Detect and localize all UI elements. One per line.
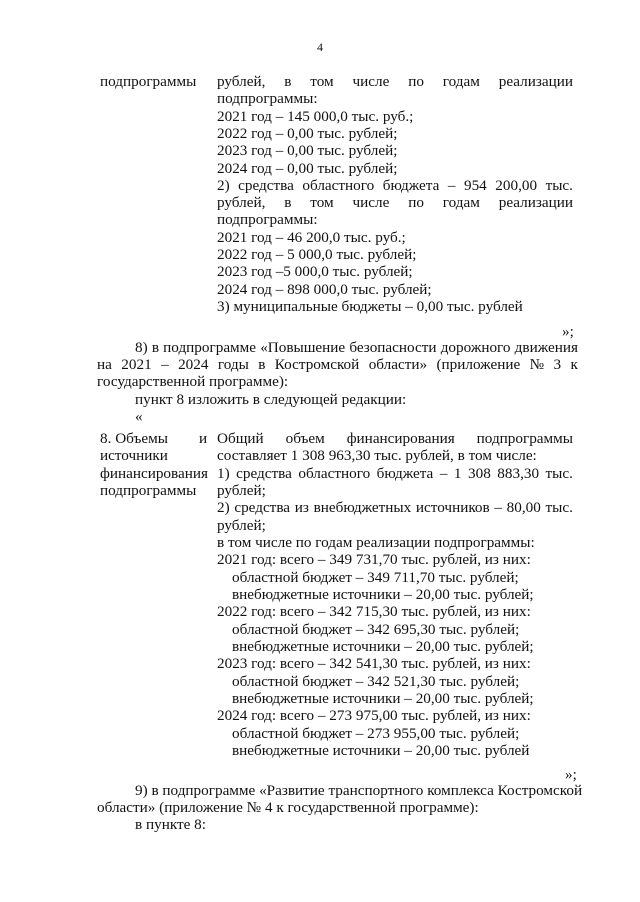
table2-line-total: Общий объем финансирования подпрограммы (217, 430, 573, 447)
table1-year-line: 2021 год – 145 000,0 тыс. руб.; (217, 108, 414, 125)
table2-line: составляет 1 308 963,30 тыс. рублей, в том числе: (217, 447, 537, 464)
table2-left-line-3: финансирования (100, 465, 208, 482)
para9-line-3: в пункте 8: (135, 816, 206, 833)
table1-regional-budget-line: 2) средства областного бюджета – 954 200,00 тыс. (217, 177, 573, 194)
table2-year-total: 2021 год: всего – 349 731,70 тыс. рублей, из них: (217, 551, 531, 568)
para8-instruction: пункт 8 изложить в следующей редакции: (135, 391, 407, 408)
table2-close-quote: »; (565, 766, 577, 783)
table1-line-1: рублей, в том числе по годам реализации (217, 73, 573, 90)
table2-year-regional: областной бюджет – 273 955,00 тыс. рублей; (232, 725, 520, 742)
table1-municipal-line: 3) муниципальные бюджеты – 0,00 тыс. рублей (217, 298, 523, 315)
table2-year-total: 2024 год: всего – 273 975,00 тыс. рублей, из них: (217, 707, 531, 724)
table2-left-line-2: источники (100, 447, 168, 464)
para8-line-2: на 2021 – 2024 годы в Костромской области» (приложение № 3 к (97, 356, 578, 373)
table1-year-line: 2023 год – 0,00 тыс. рублей; (217, 142, 398, 159)
table2-year-extrabudget: внебюджетные источники – 20,00 тыс. рублей (232, 742, 530, 759)
table2-year-regional: областной бюджет – 349 711,70 тыс. рублей; (232, 569, 519, 586)
table2-line-regional: 1) средства областного бюджета – 1 308 883,30 тыс. (217, 465, 573, 482)
table2-left-line-1: 8. Объемы (100, 430, 168, 447)
table2-year-extrabudget: внебюджетные источники – 20,00 тыс. рублей; (232, 586, 534, 603)
table1-line-2: подпрограммы: (217, 90, 318, 107)
page-number: 4 (317, 40, 323, 54)
table1-year-line: 2022 год – 0,00 тыс. рублей; (217, 125, 398, 142)
table2-year-total: 2023 год: всего – 342 541,30 тыс. рублей, из них: (217, 655, 531, 672)
table2-left-line-4: подпрограммы (100, 482, 197, 499)
table2-year-extrabudget: внебюджетные источники – 20,00 тыс. рублей; (232, 690, 534, 707)
table2-line: рублей; (217, 517, 266, 534)
table1-year-line: 2024 год – 0,00 тыс. рублей; (217, 160, 398, 177)
table1-line-subprogram: подпрограммы: (217, 211, 318, 228)
para9-line-2: области» (приложение № 4 к государственной программе): (97, 799, 479, 816)
para9-line-1: 9) в подпрограмме «Развитие транспортного комплекса Костромской (135, 782, 583, 799)
table1-year-line: 2021 год – 46 200,0 тыс. руб.; (217, 229, 406, 246)
table2-line-extrabudget: 2) средства из внебюджетных источников – 80,00 тыс. (217, 499, 573, 516)
table2-year-extrabudget: внебюджетные источники – 20,00 тыс. рублей; (232, 638, 534, 655)
para8-line-3: государственной программе): (97, 373, 289, 390)
table2-year-regional: областной бюджет – 342 521,30 тыс. рублей; (232, 673, 520, 690)
table1-line-justified: рублей, в том числе по годам реализации (217, 194, 573, 211)
table1-year-line: 2022 год – 5 000,0 тыс. рублей; (217, 246, 417, 263)
para8-open-quote: « (135, 408, 143, 425)
table2-line: рублей; (217, 482, 266, 499)
para8-line-1: 8) в подпрограмме «Повышение безопасности дорожного движения (135, 339, 578, 356)
table1-close-quote: »; (562, 323, 574, 340)
table1-year-line: 2024 год – 898 000,0 тыс. рублей; (217, 281, 432, 298)
table2-year-regional: областной бюджет – 342 695,30 тыс. рублей; (232, 621, 520, 638)
table1-left-cell: подпрограммы (100, 73, 197, 90)
table2-year-total: 2022 год: всего – 342 715,30 тыс. рублей, из них: (217, 603, 531, 620)
table2-left-and: и (199, 430, 208, 447)
table2-line: в том числе по годам реализации подпрограммы: (217, 534, 535, 551)
table1-year-line: 2023 год –5 000,0 тыс. рублей; (217, 263, 413, 280)
